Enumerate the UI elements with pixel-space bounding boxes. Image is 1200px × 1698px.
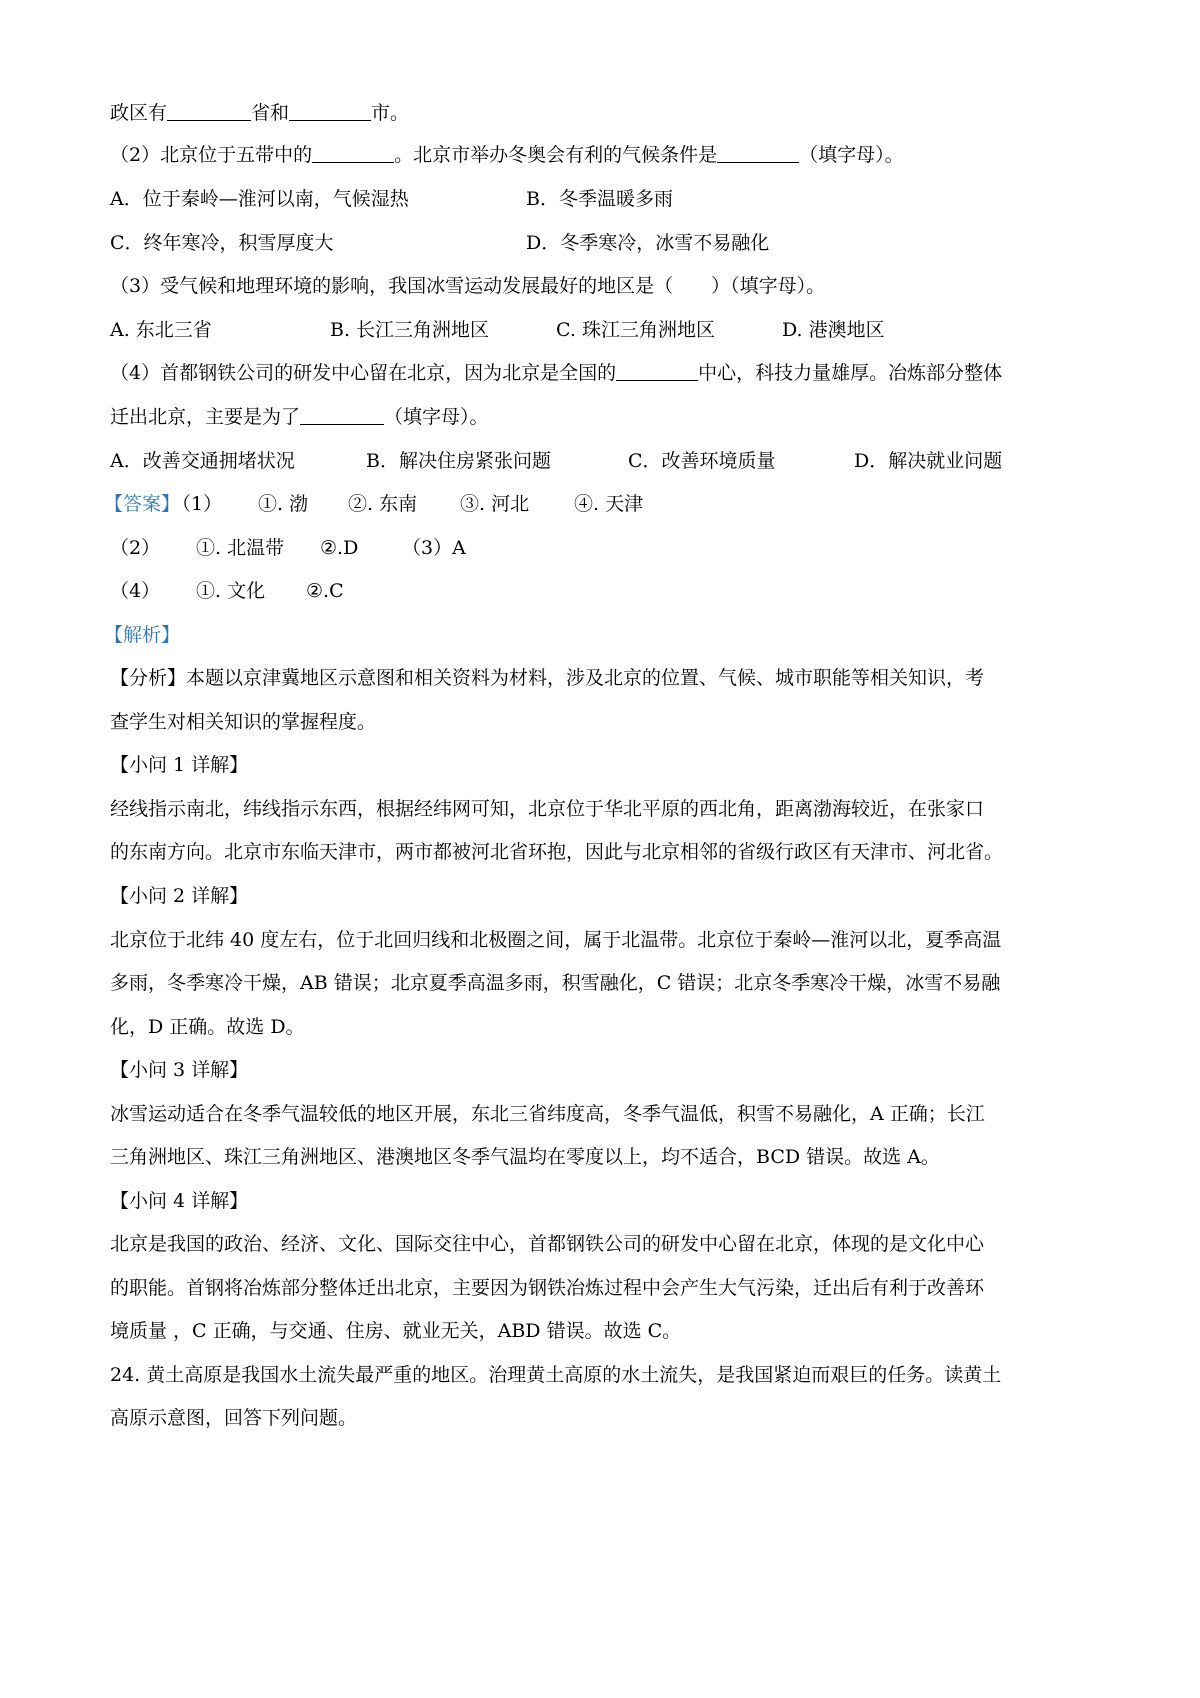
sub4-title: 【小问 4 详解】: [110, 1190, 249, 1212]
answer-tag: 【答案】: [104, 493, 181, 515]
q4-prefix: （4）首都钢铁公司的研发中心留在北京，因为北京是全国的: [110, 362, 617, 384]
q2-option-b: B．冬季温暖多雨: [526, 188, 673, 210]
q2-options-row-1: [110, 184, 1100, 214]
q24-stem-line: 24. 黄土高原是我国水土流失最严重的地区。治理黄土高原的水土流失，是我国紧迫而艰巨的任务。读黄土: [110, 1364, 1002, 1386]
q4-line2-prefix: 迁出北京，主要是为了: [110, 406, 301, 428]
q4-options: [110, 446, 1100, 476]
q24-stem-line: 高原示意图，回答下列问题。: [110, 1407, 358, 1429]
q4-stem-line-1: [110, 358, 1100, 388]
answer-blank: [167, 100, 251, 121]
sub1-line: 的东南方向。北京市东临天津市，两市都被河北省环抱，因此与北京相邻的省级行政区有天津市、河北省。: [110, 841, 1004, 863]
q4-stem-line-2: [110, 402, 1100, 432]
answer-blank: [717, 142, 799, 163]
q1-tail-prefix: 政区有: [110, 102, 168, 124]
sub4-line: 北京是我国的政治、经济、文化、国际交往中心，首都钢铁公司的研发中心留在北京，体现的是文化中心: [110, 1233, 985, 1255]
q3-option-d: D. 港澳地区: [782, 319, 885, 341]
q1-tail-line: [110, 98, 1100, 128]
q2-option-c: C．终年寒冷，积雪厚度大: [110, 232, 334, 254]
answer-label-4: （4）: [110, 580, 161, 602]
q2-middle: 。北京市举办冬奥会有利的气候条件是: [394, 144, 718, 166]
answer-blank: [616, 360, 698, 381]
sub2-line: 化，D 正确。故选 D。: [110, 1016, 305, 1038]
q2-option-a: A．位于秦岭—淮河以南，气候湿热: [110, 188, 409, 210]
q3-stem: （3）受气候和地理环境的影响，我国冰雪运动发展最好的地区是（ ）（填字母）。: [110, 275, 826, 297]
q4-option-d: D．解决就业问题: [854, 450, 1003, 472]
answer-item: ②.C: [306, 580, 344, 602]
sub4-line: 境质量 ，C 正确，与交通、住房、就业无关，ABD 错误。故选 C。: [110, 1320, 682, 1342]
answer-row-2: [110, 533, 1100, 563]
q2-prefix: （2）北京位于五带中的: [110, 144, 313, 166]
sub3-title: 【小问 3 详解】: [110, 1059, 249, 1081]
answer-item: （3）A: [402, 537, 466, 559]
answer-item: ③. 河北: [460, 493, 530, 515]
sub2-line: 北京位于北纬 40 度左右，位于北回归线和北极圈之间，属于北温带。北京位于秦岭—淮河以北，夏季高温: [110, 929, 1002, 951]
sub2-line: 多雨，冬季寒冷干燥，AB 错误；北京夏季高温多雨，积雪融化，C 错误；北京冬季寒冷干燥，冰雪不易融: [110, 972, 1001, 994]
answer-item: ④. 天津: [574, 493, 644, 515]
q2-options-row-2: [110, 228, 1100, 258]
answer-item: ②. 东南: [348, 493, 418, 515]
answer-blank: [289, 100, 371, 121]
q2-stem: [110, 140, 1100, 170]
q3-options: [110, 315, 1100, 345]
q1-tail-suffix: 市。: [371, 102, 410, 124]
answer-blank: [312, 142, 394, 163]
q4-option-b: B．解决住房紧张问题: [366, 450, 551, 472]
q4-option-c: C．改善环境质量: [628, 450, 776, 472]
analysis-tag: 【解析】: [104, 624, 181, 646]
answer-item: ①. 渤: [258, 493, 309, 515]
analysis-fenxi-line: 查学生对相关知识的掌握程度。: [110, 711, 377, 733]
sub3-line: 三角洲地区、珠江三角洲地区、港澳地区冬季气温均在零度以上，均不适合，BCD 错误。故选 A。: [110, 1146, 940, 1168]
q3-option-b: B. 长江三角洲地区: [330, 319, 490, 341]
answer-item: ①. 北温带: [196, 537, 285, 559]
analysis-fenxi-line: 【分析】本题以京津冀地区示意图和相关资料为材料，涉及北京的位置、气候、城市职能等相关知识，考: [110, 667, 985, 689]
sub3-line: 冰雪运动适合在冬季气温较低的地区开展，东北三省纬度高，冬季气温低，积雪不易融化，A 正确；长江: [110, 1103, 985, 1125]
q3-option-c: C. 珠江三角洲地区: [556, 319, 715, 341]
answer-row-3: [110, 576, 1100, 606]
q1-tail-middle: 省和: [251, 102, 290, 124]
answer-blank: [300, 404, 384, 425]
q4-line2-suffix: （填字母）。: [384, 406, 489, 428]
q3-option-a: A. 东北三省: [110, 319, 212, 341]
q2-suffix: （填字母）。: [799, 144, 904, 166]
sub4-line: 的职能。首钢将冶炼部分整体迁出北京，主要因为钢铁冶炼过程中会产生大气污染，迁出后有利于改善环: [110, 1277, 985, 1299]
answer-item: ②.D: [320, 537, 359, 559]
sub1-line: 经线指示南北，纬线指示东西，根据经纬网可知，北京位于华北平原的西北角，距离渤海较近，在张家口: [110, 798, 985, 820]
q2-option-d: D．冬季寒冷，冰雪不易融化: [526, 232, 770, 254]
q4-option-a: A．改善交通拥堵状况: [110, 450, 295, 472]
answer-item: ①. 文化: [196, 580, 266, 602]
answer-label-2: （2）: [110, 537, 161, 559]
sub2-title: 【小问 2 详解】: [110, 885, 249, 907]
q4-middle: 中心，科技力量雄厚。冶炼部分整体: [698, 362, 1003, 384]
answer-row-1: [104, 489, 1100, 519]
sub1-title: 【小问 1 详解】: [110, 754, 249, 776]
answer-label-1: （1）: [172, 493, 223, 515]
